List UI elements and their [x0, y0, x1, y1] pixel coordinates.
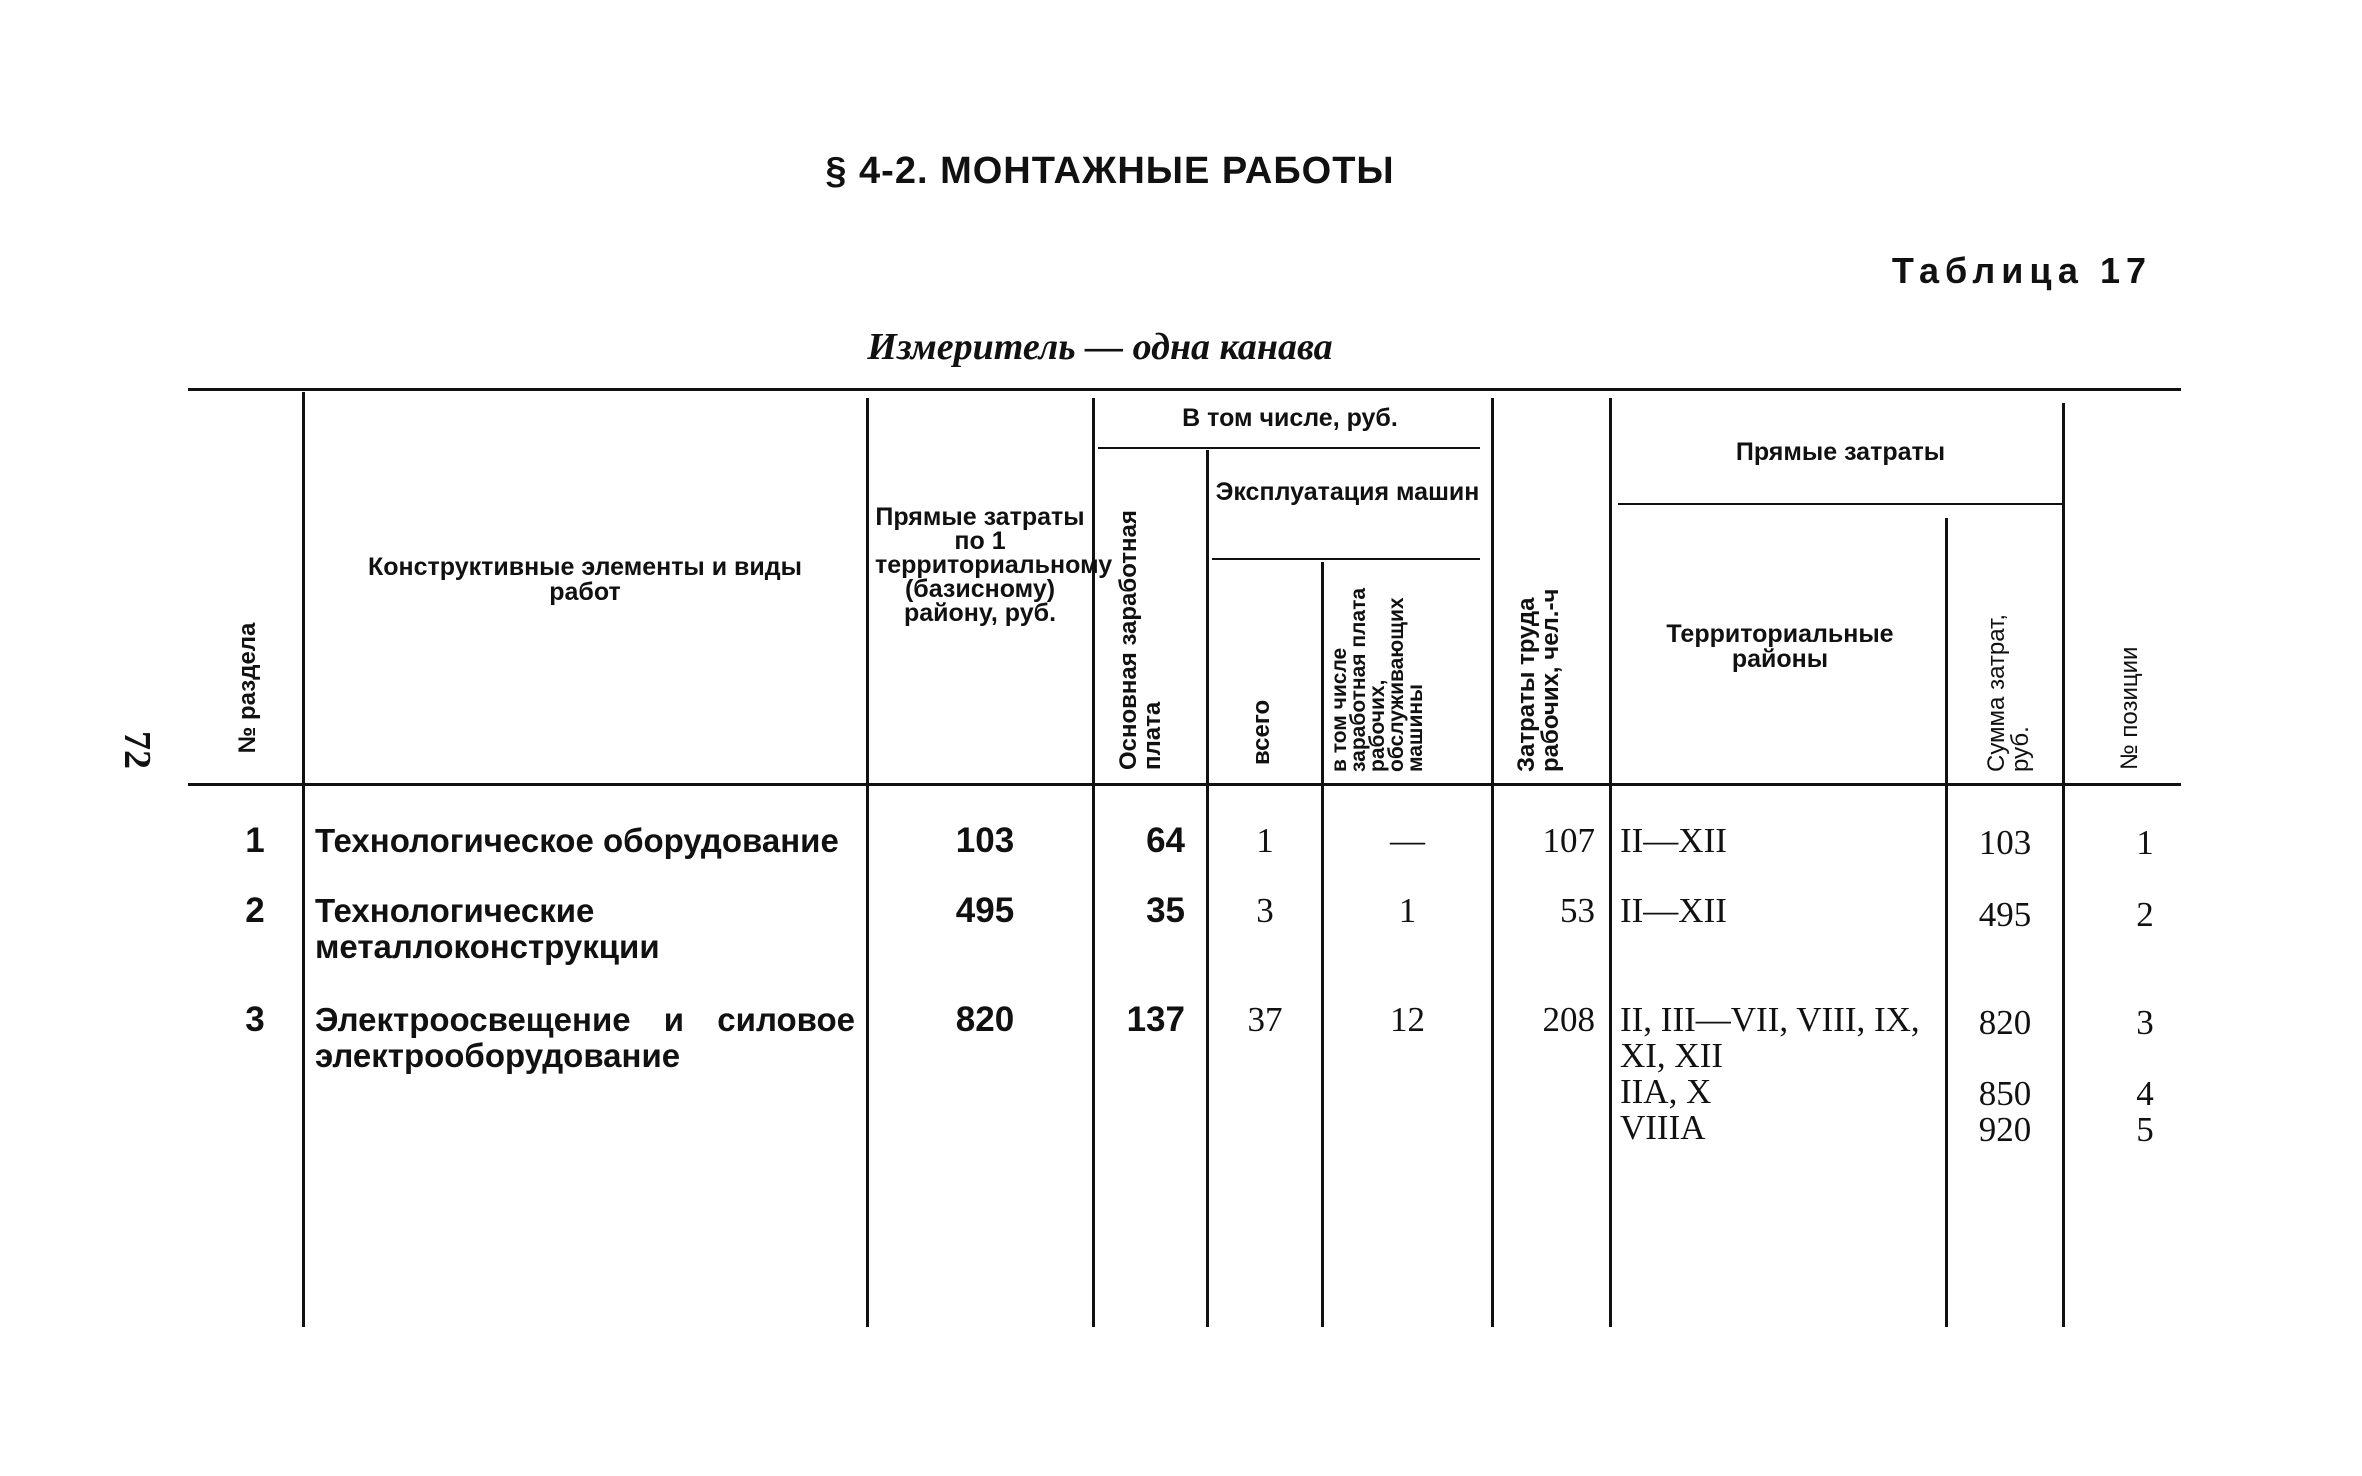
- col-divider-1: [302, 392, 305, 1327]
- row3-element: Электроосвещение и силовое электрооборудование: [315, 1001, 855, 1074]
- row2-machines-wage: 1: [1398, 891, 1417, 930]
- header-territorial-districts: [1640, 622, 1920, 672]
- header-subrule-incl: [1098, 447, 1480, 449]
- col-divider-5: [1321, 562, 1324, 1327]
- row1-machines-wage: —: [1390, 821, 1425, 860]
- row2-district-1: II—XII: [1620, 891, 1727, 930]
- row2-direct: 495: [955, 891, 1015, 930]
- row3-machines-total: 37: [1247, 1000, 1283, 1039]
- row1-sum-1: 103: [1978, 823, 2032, 862]
- row1-wage: 64: [1146, 821, 1185, 860]
- col-divider-6: [1491, 398, 1494, 1327]
- col-divider-7: [1609, 398, 1612, 1327]
- table-label: Таблица 17: [1891, 250, 2152, 291]
- row2-machines-total: 3: [1256, 891, 1274, 930]
- page-number: 72: [116, 731, 158, 769]
- row2-sum-1: 495: [1978, 895, 2032, 934]
- header-territorial-districts-text: Территориальные районы: [1666, 620, 1894, 673]
- header-labor-costs: [1515, 522, 1563, 772]
- row3-position-2: 4: [2136, 1074, 2154, 1113]
- row3-district-1: II, III—VII, VIII, IX, XI, XII: [1620, 1000, 1920, 1075]
- row3-district-3: VIIIA: [1620, 1108, 1706, 1147]
- col-divider-9: [2062, 403, 2065, 1327]
- table-top-rule: [188, 388, 2181, 391]
- row1-direct: 103: [955, 821, 1015, 860]
- header-subrule-direct: [1618, 503, 2063, 505]
- row3-position-1: 3: [2136, 1003, 2154, 1042]
- row3-section: 3: [245, 1000, 265, 1039]
- header-base-wage-text: Основная заработная плата: [1115, 510, 1166, 770]
- row2-section: 2: [245, 891, 265, 930]
- header-machine-operation: [1215, 480, 1480, 505]
- row1-labor: 107: [1542, 821, 1595, 860]
- row3-direct: 820: [955, 1000, 1015, 1039]
- header-direct-costs: Прямые затраты: [1735, 438, 1946, 466]
- col-divider-8: [1945, 518, 1948, 1327]
- row3-sum-2: 850: [1978, 1074, 2032, 1113]
- header-including-rub: В том числе, руб.: [1182, 404, 1398, 432]
- header-incl-wage-machinists: [1330, 567, 1425, 772]
- header-machine-operation-text: Эксплуатация машин: [1215, 478, 1480, 506]
- table-header-rule: [188, 783, 2181, 786]
- row2-position-1: 2: [2136, 895, 2154, 934]
- header-section-no: № раздела: [234, 622, 261, 754]
- col-divider-3: [1092, 398, 1095, 1327]
- row1-element: Технологическое оборудование: [315, 822, 839, 859]
- header-base-wage: [1117, 490, 1165, 770]
- row1-district-1: II—XII: [1620, 821, 1727, 860]
- header-elements-text: Конструктивные элементы и виды работ: [367, 553, 803, 606]
- measure-unit: Измеритель — одна канава: [867, 326, 1333, 368]
- row3-labor: 208: [1542, 1000, 1595, 1039]
- row2-element: Технологические металлоконструкции: [315, 892, 660, 965]
- col-divider-2: [866, 398, 869, 1327]
- row3-district-2: IIA, X: [1620, 1072, 1712, 1111]
- row2-labor: 53: [1560, 891, 1595, 930]
- row3-machines-wage: 12: [1390, 1000, 1425, 1039]
- row1-section: 1: [245, 821, 265, 860]
- row3-sum-1: 820: [1978, 1003, 2032, 1042]
- row3-wage: 137: [1126, 1000, 1185, 1039]
- header-elements: [360, 555, 810, 605]
- row2-wage: 35: [1146, 891, 1185, 930]
- header-labor-costs-text: Затраты труда рабочих, чел.-ч: [1513, 588, 1564, 772]
- header-sum-costs-text: Сумма затрат, руб.: [1983, 613, 2034, 772]
- row3-sum-3: 920: [1978, 1110, 2032, 1149]
- header-incl-wage-machinists-text: в том числе заработная плата рабочих, обслуживающих машины: [1328, 587, 1427, 772]
- row3-position-3: 5: [2136, 1110, 2154, 1149]
- row1-position-1: 1: [2136, 823, 2154, 862]
- page-title: § 4-2. МОНТАЖНЫЕ РАБОТЫ: [825, 150, 1395, 192]
- header-direct-costs-district-text: Прямые затраты по 1 территориальному (базисному) району, руб.: [875, 503, 1113, 627]
- header-sum-costs: [1985, 592, 2033, 772]
- col-divider-4: [1206, 450, 1209, 1327]
- header-position-no: № позиции: [2116, 646, 2143, 770]
- header-direct-costs-district: [875, 503, 1113, 627]
- row1-machines-total: 1: [1256, 821, 1274, 860]
- header-subrule-machines: [1212, 558, 1480, 560]
- header-machines-total: всего: [1248, 699, 1275, 765]
